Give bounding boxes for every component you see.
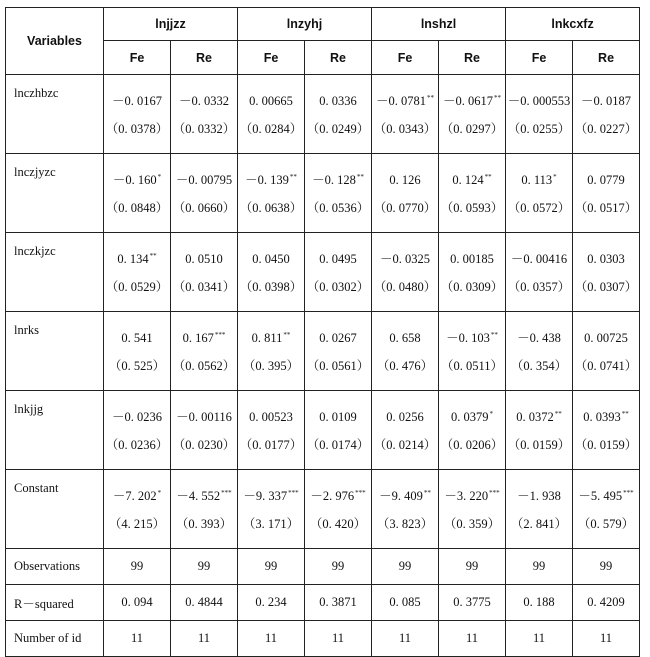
standard-error-cell: （0. 0214）	[372, 430, 439, 470]
stat-name: Observations	[6, 549, 104, 585]
coef-value: 0. 167	[182, 331, 214, 345]
coef-cell	[372, 312, 439, 352]
significance-stars: ***	[214, 331, 226, 339]
standard-error-cell: （0. 0770）	[372, 193, 439, 233]
standard-error-cell: （0. 525）	[104, 351, 171, 391]
standard-error-cell: （0. 476）	[372, 351, 439, 391]
stat-value: 11	[439, 621, 506, 657]
variable-name: lnczjyzc	[6, 154, 104, 233]
stat-value: 0. 4209	[573, 585, 640, 621]
coef-value: 0. 0303	[587, 252, 625, 266]
subcol-header: Fe	[372, 41, 439, 75]
standard-error-cell: （0. 393）	[171, 509, 238, 549]
coef-cell	[506, 391, 573, 431]
coef-cell	[104, 391, 171, 431]
stat-value: 99	[506, 549, 573, 585]
coef-cell	[372, 391, 439, 431]
significance-stars: *	[157, 489, 162, 497]
coef-value: －0. 0325	[380, 252, 431, 266]
standard-error-cell: （0. 0332）	[171, 114, 238, 154]
standard-error-cell: （0. 420）	[305, 509, 372, 549]
coef-cell	[238, 470, 305, 510]
coef-row	[6, 154, 640, 194]
coef-value: 0. 0393	[583, 410, 621, 424]
stat-row	[6, 585, 640, 621]
coef-value: 0. 113	[521, 173, 553, 187]
variable-name: lnrks	[6, 312, 104, 391]
coef-cell	[238, 312, 305, 352]
coef-value: 0. 0372	[516, 410, 554, 424]
standard-error-cell: （0. 0174）	[305, 430, 372, 470]
coef-value: 0. 00725	[584, 331, 628, 345]
standard-error-cell: （0. 0378）	[104, 114, 171, 154]
variable-name: lnczkjzc	[6, 233, 104, 312]
coef-value: 0. 126	[389, 173, 421, 187]
coef-value: 0. 0510	[185, 252, 223, 266]
coef-row	[6, 312, 640, 352]
standard-error-cell: （0. 0398）	[238, 272, 305, 312]
significance-stars: **	[149, 252, 157, 260]
standard-error-cell: （0. 0249）	[305, 114, 372, 154]
standard-error-cell: （0. 0343）	[372, 114, 439, 154]
stat-value: 0. 234	[238, 585, 305, 621]
stat-row	[6, 621, 640, 657]
coef-value: －4. 552	[176, 489, 221, 503]
coef-cell	[439, 312, 506, 352]
coef-cell	[104, 233, 171, 273]
regression-table	[5, 7, 640, 657]
coef-value: 0. 0267	[319, 331, 357, 345]
standard-error-cell: （0. 0177）	[238, 430, 305, 470]
stat-value: 0. 188	[506, 585, 573, 621]
standard-error-cell: （0. 0593）	[439, 193, 506, 233]
stat-name: Number of id	[6, 621, 104, 657]
standard-error-cell: （4. 215）	[104, 509, 171, 549]
stat-value: 0. 085	[372, 585, 439, 621]
coef-cell	[238, 154, 305, 194]
significance-stars: *	[489, 410, 494, 418]
coef-cell	[573, 470, 640, 510]
coef-value: 0. 00665	[249, 94, 293, 108]
coef-cell	[439, 154, 506, 194]
coef-value: －0. 0187	[581, 94, 632, 108]
significance-stars: ***	[288, 489, 299, 497]
coef-value: －0. 128	[312, 173, 356, 187]
coef-cell	[372, 75, 439, 115]
coef-cell	[506, 233, 573, 273]
coef-value: －0. 103	[446, 331, 490, 345]
standard-error-cell: （0. 0357）	[506, 272, 573, 312]
coef-cell	[238, 233, 305, 273]
coef-value: －0. 000553	[507, 94, 571, 108]
standard-error-cell: （0. 0741）	[573, 351, 640, 391]
subcol-header: Fe	[104, 41, 171, 75]
coef-cell	[506, 470, 573, 510]
coef-cell	[372, 470, 439, 510]
subcol-header: Re	[171, 41, 238, 75]
coef-cell	[573, 154, 640, 194]
standard-error-cell: （0. 0511）	[439, 351, 506, 391]
stat-value: 11	[171, 621, 238, 657]
coef-value: 0. 0379	[451, 410, 489, 424]
coef-cell	[573, 233, 640, 273]
variable-name: lnczhbzc	[6, 75, 104, 154]
group-header-lnjjzz: lnjjzz	[104, 8, 238, 41]
coef-cell	[171, 75, 238, 115]
stat-value: 99	[171, 549, 238, 585]
coef-value: 0. 0495	[319, 252, 357, 266]
coef-cell	[439, 233, 506, 273]
significance-stars: **	[490, 331, 498, 339]
coef-value: －0. 00795	[175, 173, 233, 187]
coef-value: －0. 438	[517, 331, 561, 345]
standard-error-cell: （0. 0562）	[171, 351, 238, 391]
significance-stars: **	[423, 489, 431, 497]
subcol-header: Re	[573, 41, 640, 75]
coefficient-rows	[6, 75, 640, 549]
standard-error-cell: （0. 0255）	[506, 114, 573, 154]
coef-value: 0. 0109	[319, 410, 357, 424]
coef-cell	[171, 312, 238, 352]
subcol-header: Fe	[506, 41, 573, 75]
coef-cell	[171, 470, 238, 510]
coef-value: －9. 337	[243, 489, 288, 503]
stat-value: 0. 4844	[171, 585, 238, 621]
standard-error-cell: （0. 0302）	[305, 272, 372, 312]
coef-value: －0. 0332	[178, 94, 229, 108]
stat-row	[6, 549, 640, 585]
standard-error-cell: （3. 171）	[238, 509, 305, 549]
standard-error-cell: （0. 0309）	[439, 272, 506, 312]
coef-value: －0. 0167	[111, 94, 162, 108]
coef-row	[6, 470, 640, 510]
standard-error-cell: （0. 0848）	[104, 193, 171, 233]
standard-error-cell: （0. 0638）	[238, 193, 305, 233]
group-header-lnshzl: lnshzl	[372, 8, 506, 41]
coef-value: －0. 139	[245, 173, 289, 187]
variables-header: Variables	[6, 8, 104, 75]
standard-error-cell: （2. 841）	[506, 509, 573, 549]
stat-name: R－squared	[6, 585, 104, 621]
coef-value: －3. 220	[444, 489, 489, 503]
significance-stars: *	[157, 173, 162, 181]
stat-value: 0. 3775	[439, 585, 506, 621]
coef-cell	[104, 75, 171, 115]
coef-cell	[305, 75, 372, 115]
coef-cell	[171, 391, 238, 431]
coef-cell	[439, 391, 506, 431]
significance-stars: **	[484, 173, 492, 181]
variable-name: Constant	[6, 470, 104, 549]
significance-stars: ***	[623, 489, 634, 497]
coef-cell	[573, 312, 640, 352]
coef-cell	[305, 312, 372, 352]
coef-cell	[238, 391, 305, 431]
coef-value: 0. 00523	[249, 410, 293, 424]
coef-value: －1. 938	[517, 489, 561, 503]
stat-value: 11	[506, 621, 573, 657]
standard-error-cell: （0. 0561）	[305, 351, 372, 391]
coef-cell	[104, 154, 171, 194]
coef-value: －0. 0617	[443, 94, 494, 108]
standard-error-cell: （0. 0572）	[506, 193, 573, 233]
coef-cell	[506, 154, 573, 194]
coef-cell	[104, 312, 171, 352]
standard-error-cell: （0. 0159）	[506, 430, 573, 470]
stat-value: 99	[104, 549, 171, 585]
significance-stars: **	[621, 410, 629, 418]
coef-cell	[372, 233, 439, 273]
standard-error-cell: （0. 0660）	[171, 193, 238, 233]
standard-error-cell: （0. 0206）	[439, 430, 506, 470]
coef-value: 0. 658	[389, 331, 421, 345]
standard-error-cell: （0. 0236）	[104, 430, 171, 470]
stat-value: 11	[305, 621, 372, 657]
statistics-rows	[6, 549, 640, 657]
coef-value: 0. 811	[251, 331, 283, 345]
standard-error-cell: （0. 0517）	[573, 193, 640, 233]
stat-value: 11	[238, 621, 305, 657]
coef-cell	[171, 154, 238, 194]
stat-value: 0. 094	[104, 585, 171, 621]
coef-value: 0. 00185	[450, 252, 494, 266]
coef-value: 0. 541	[121, 331, 153, 345]
coef-cell	[573, 391, 640, 431]
significance-stars: *	[553, 173, 557, 181]
significance-stars: **	[289, 173, 297, 181]
coef-value: －0. 160	[112, 173, 157, 187]
coef-cell	[104, 470, 171, 510]
significance-stars: **	[554, 410, 562, 418]
standard-error-cell: （0. 0341）	[171, 272, 238, 312]
standard-error-cell: （0. 0230）	[171, 430, 238, 470]
coef-value: －0. 0236	[111, 410, 162, 424]
subcol-header: Re	[305, 41, 372, 75]
coef-cell	[439, 75, 506, 115]
coef-value: 0. 0779	[587, 173, 625, 187]
subcol-header: Fe	[238, 41, 305, 75]
standard-error-cell: （0. 579）	[573, 509, 640, 549]
stat-value: 11	[372, 621, 439, 657]
standard-error-cell: （0. 0307）	[573, 272, 640, 312]
coef-row	[6, 75, 640, 115]
standard-error-cell: （0. 395）	[238, 351, 305, 391]
standard-error-cell: （0. 354）	[506, 351, 573, 391]
significance-stars: ***	[221, 489, 232, 497]
coef-cell	[506, 312, 573, 352]
stat-value: 99	[573, 549, 640, 585]
coef-value: －2. 976	[310, 489, 355, 503]
group-header-lnkcxfz: lnkcxfz	[506, 8, 640, 41]
coef-value: －0. 0781	[376, 94, 427, 108]
coef-cell	[439, 470, 506, 510]
group-header-lnzyhj: lnzyhj	[238, 8, 372, 41]
significance-stars: **	[283, 331, 291, 339]
coef-value: 0. 134	[117, 252, 149, 266]
coef-cell	[506, 75, 573, 115]
significance-stars: **	[427, 94, 435, 102]
standard-error-cell: （0. 0159）	[573, 430, 640, 470]
significance-stars: ***	[355, 489, 366, 497]
stat-value: 99	[305, 549, 372, 585]
coef-cell	[305, 470, 372, 510]
coef-cell	[305, 233, 372, 273]
coef-cell	[573, 75, 640, 115]
stat-value: 11	[104, 621, 171, 657]
coef-value: 0. 124	[452, 173, 484, 187]
stat-value: 99	[439, 549, 506, 585]
stat-value: 99	[372, 549, 439, 585]
coef-cell	[305, 391, 372, 431]
coef-row	[6, 233, 640, 273]
subcol-header: Re	[439, 41, 506, 75]
coef-value: 0. 0450	[252, 252, 290, 266]
coef-value: －0. 00116	[176, 410, 232, 424]
coef-value: －9. 409	[379, 489, 423, 503]
significance-stars: **	[494, 94, 502, 102]
stat-value: 0. 3871	[305, 585, 372, 621]
coef-row	[6, 391, 640, 431]
coef-value: －5. 495	[578, 489, 623, 503]
standard-error-cell: （0. 0284）	[238, 114, 305, 154]
coef-cell	[238, 75, 305, 115]
coef-value: －0. 00416	[510, 252, 568, 266]
coef-value: 0. 0336	[319, 94, 357, 108]
standard-error-cell: （0. 0227）	[573, 114, 640, 154]
significance-stars: **	[356, 173, 364, 181]
standard-error-cell: （3. 823）	[372, 509, 439, 549]
significance-stars: ***	[489, 489, 500, 497]
standard-error-cell: （0. 0529）	[104, 272, 171, 312]
standard-error-cell: （0. 0297）	[439, 114, 506, 154]
coef-value: 0. 0256	[386, 410, 424, 424]
coef-value: －7. 202	[112, 489, 157, 503]
stat-value: 11	[573, 621, 640, 657]
coef-cell	[372, 154, 439, 194]
coef-cell	[171, 233, 238, 273]
standard-error-cell: （0. 0480）	[372, 272, 439, 312]
table-header	[6, 8, 640, 75]
standard-error-cell: （0. 359）	[439, 509, 506, 549]
standard-error-cell: （0. 0536）	[305, 193, 372, 233]
variable-name: lnkjjg	[6, 391, 104, 470]
coef-cell	[305, 154, 372, 194]
stat-value: 99	[238, 549, 305, 585]
